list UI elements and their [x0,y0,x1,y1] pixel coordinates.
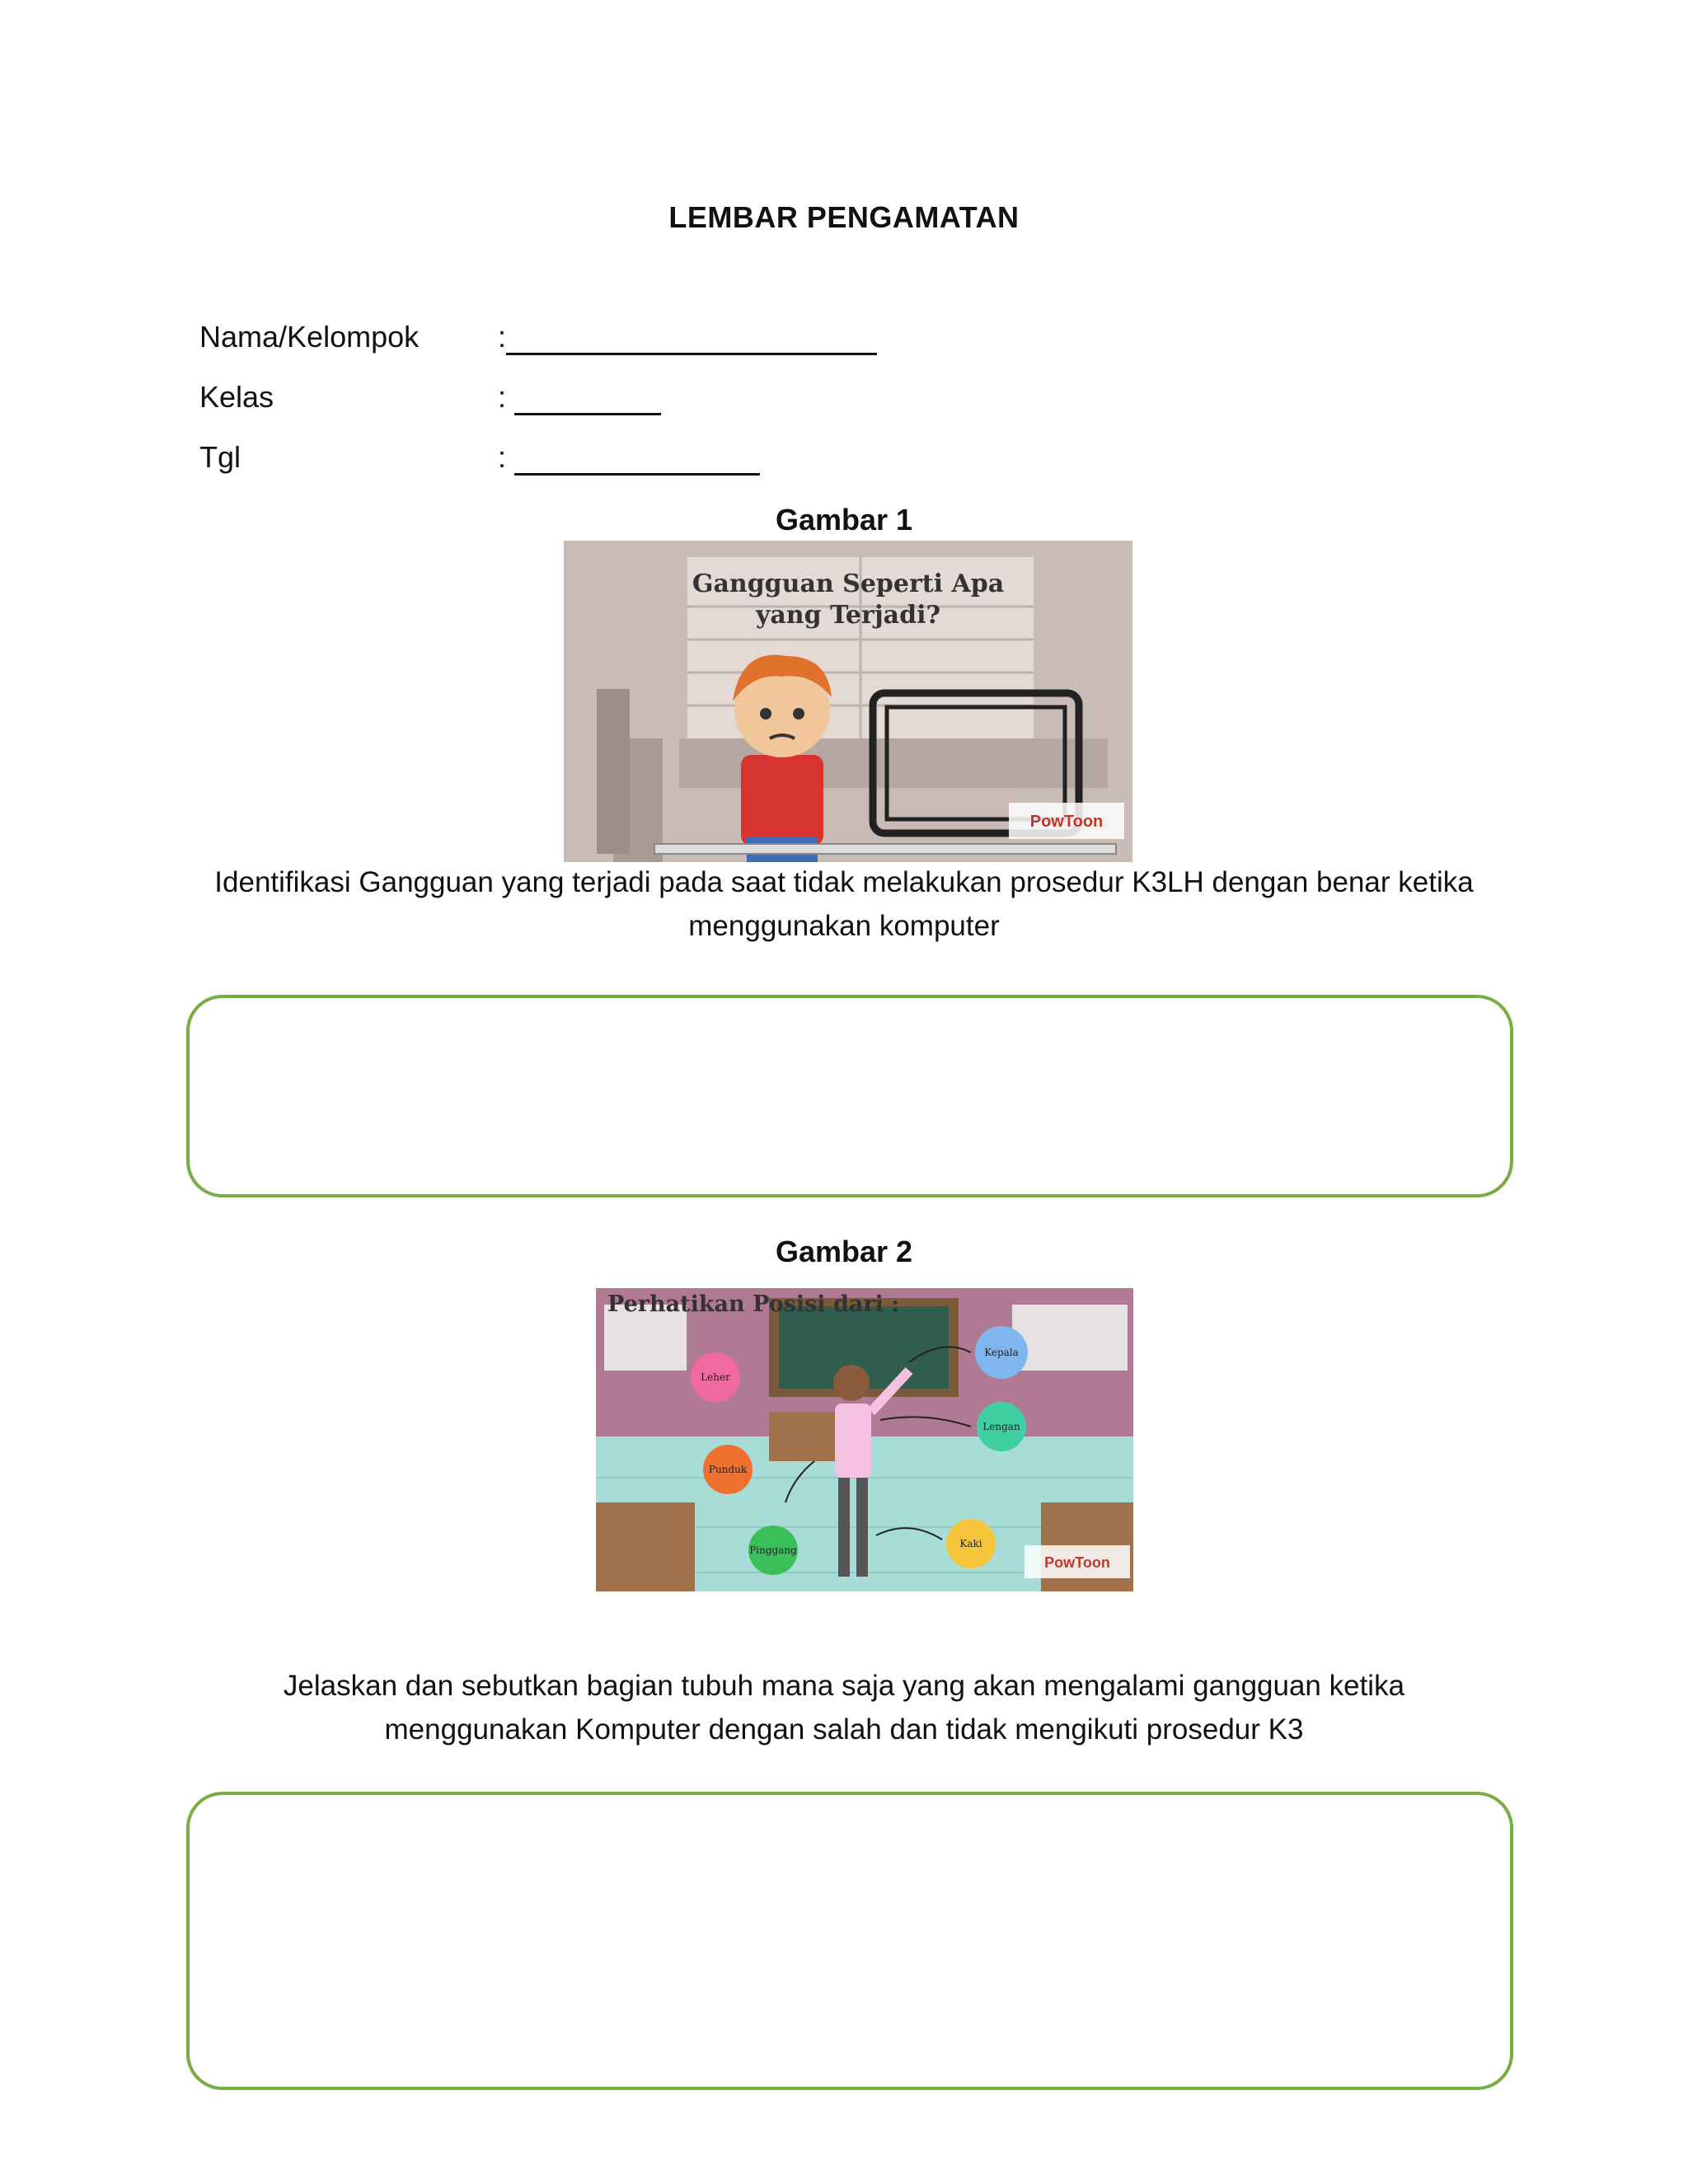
class-input-line[interactable] [514,413,661,415]
date-input-line[interactable] [514,473,760,476]
figure2-prompt: Jelaskan dan sebutkan bagian tubuh mana saja yang akan mengalami gangguan ketika menggunakan Komputer dengan salah dan tidak mengikuti prosedur K3 [283,1670,1405,1746]
figure2-image [596,1288,1133,1591]
field-label-name: Nama/Kelompok [199,320,420,354]
figure2-heading: Gambar 2 [775,1235,913,1268]
field-label-class: Kelas [199,380,274,414]
figure1-prompt: Identifikasi Gangguan yang terjadi pada saat tidak melakukan prosedur K3LH dengan benar ketika menggunakan komputer [214,866,1474,942]
figure1-illustration [564,541,1132,862]
bubble-label-leher: Leher [701,1371,730,1383]
figure1-caption-line2: yang Terjadi? [755,601,941,630]
bubble-label-lengan: Lengan [982,1421,1020,1432]
bubble-label-kaki: Kaki [959,1538,982,1549]
field-name-group [199,320,941,361]
bubble-label-pinggang: Pinggang [749,1544,797,1556]
answer-box-1[interactable] [186,995,1513,1197]
field-colon-name: : [498,320,507,354]
field-date [199,440,941,481]
figure1-heading: Gambar 1 [775,503,913,537]
figure1-caption-line1: Gangguan Seperti Apa [692,569,1005,598]
figure2-brand: PowToon [1044,1554,1110,1571]
field-colon-date: : [498,440,507,474]
answer-box-2[interactable] [186,1792,1513,2090]
figure2-caption: Perhatikan Posisi dari : [607,1291,900,1317]
bubble-label-punduk: Punduk [708,1464,748,1475]
name-input-line[interactable] [506,353,877,355]
field-label-date: Tgl [199,440,241,474]
figure1-image [564,541,1132,862]
figure1-brand: PowToon [1029,813,1104,831]
field-colon-class: : [498,380,507,414]
figure2-illustration [596,1288,1133,1591]
page-title: LEMBAR PENGAMATAN [668,200,1020,234]
bubble-label-kepala: Kepala [984,1347,1019,1358]
field-class [199,380,941,421]
